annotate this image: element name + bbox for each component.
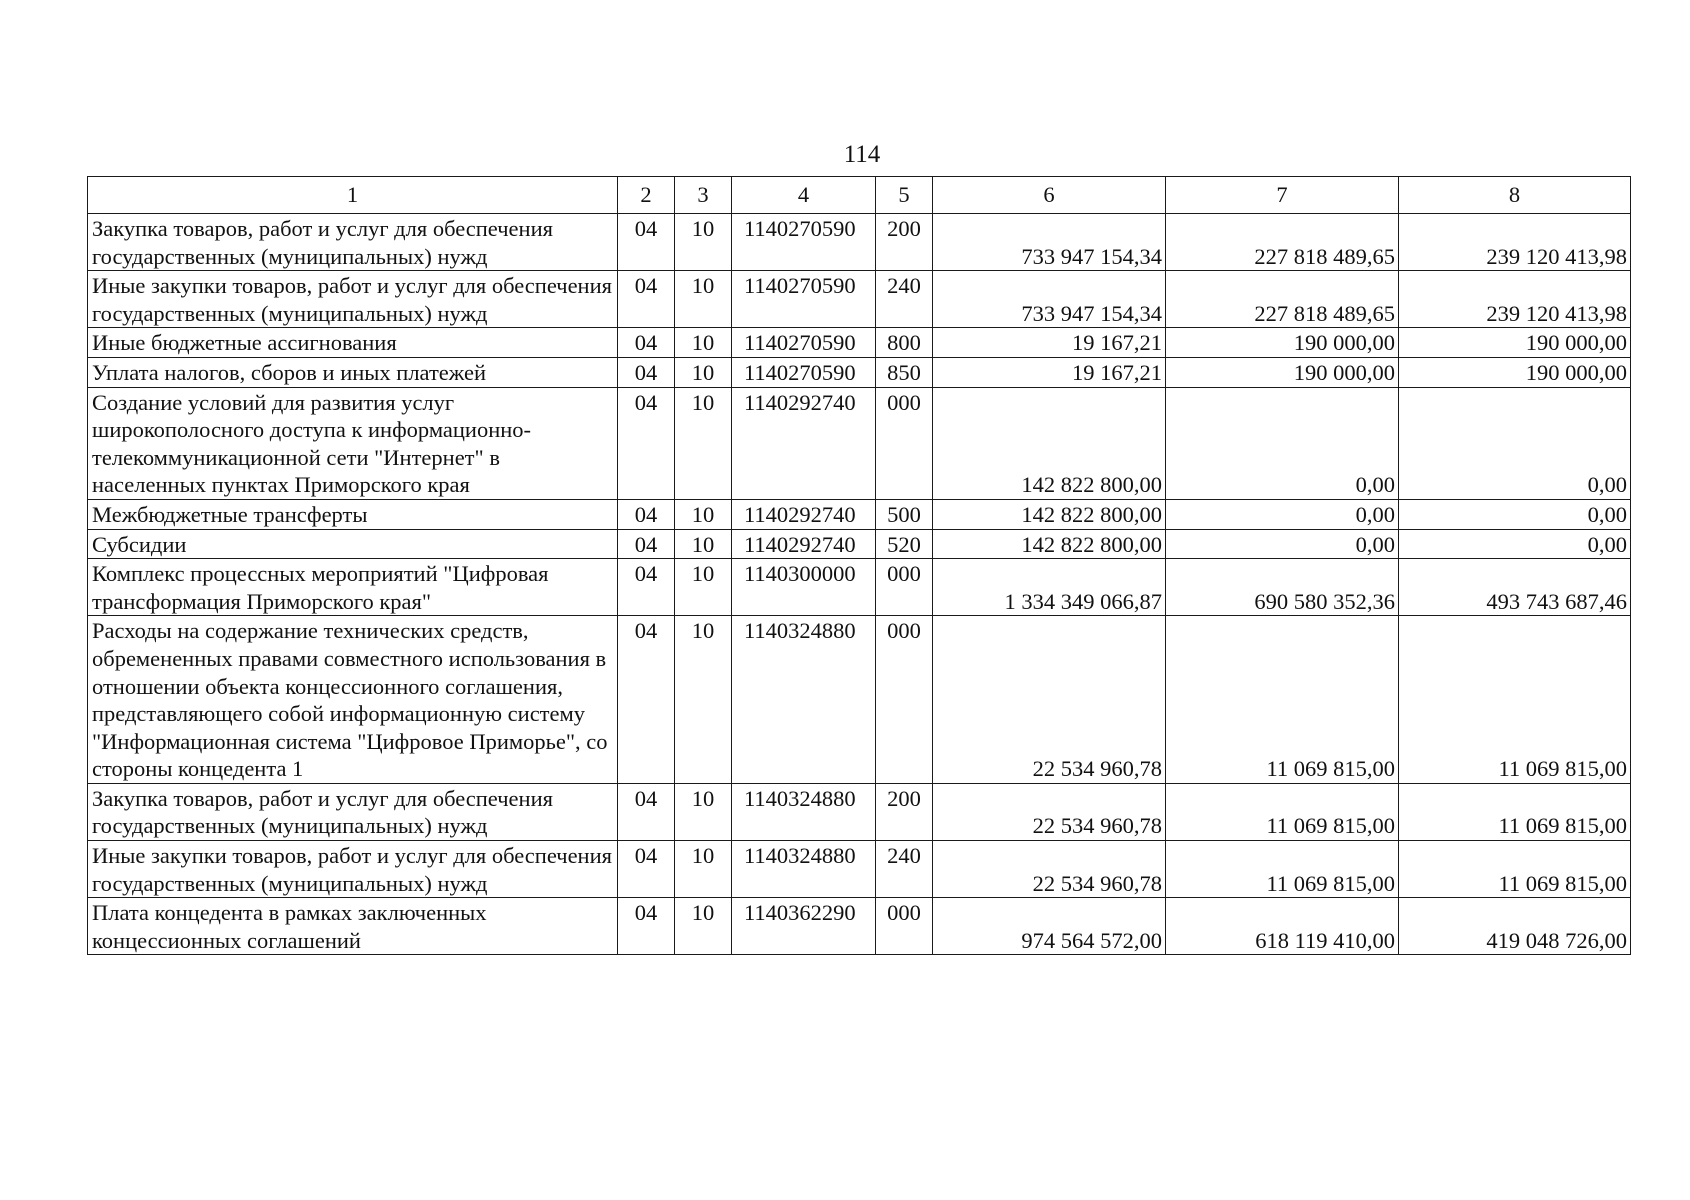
- target-article-code-cell: 1140324880: [732, 841, 876, 898]
- subsection-code-cell: 10: [675, 328, 732, 358]
- amount-col8-cell: 11 069 815,00: [1399, 841, 1631, 898]
- target-article-code-cell: 1140270590: [732, 214, 876, 271]
- amount-col6-cell: 142 822 800,00: [933, 529, 1166, 559]
- amount-col7-cell: 227 818 489,65: [1166, 214, 1399, 271]
- subsection-code-cell: 10: [675, 529, 732, 559]
- amount-col8-cell: 419 048 726,00: [1399, 898, 1631, 955]
- table-row: [88, 559, 1631, 616]
- expense-type-code-cell: 000: [876, 387, 933, 499]
- row-name-cell: Иные бюджетные ассигнования: [88, 328, 618, 358]
- row-name-cell: Закупка товаров, работ и услуг для обеспечения государственных (муниципальных) нужд: [88, 783, 618, 840]
- expense-type-code-cell: 240: [876, 271, 933, 328]
- table-row: [88, 529, 1631, 559]
- section-code-cell: 04: [618, 529, 675, 559]
- header-cell: 2: [618, 177, 675, 214]
- target-article-code-cell: 1140292740: [732, 387, 876, 499]
- subsection-code-cell: 10: [675, 271, 732, 328]
- subsection-code-cell: 10: [675, 559, 732, 616]
- expense-type-code-cell: 240: [876, 841, 933, 898]
- amount-col8-cell: 493 743 687,46: [1399, 559, 1631, 616]
- table-row: [88, 271, 1631, 328]
- row-name-cell: Иные закупки товаров, работ и услуг для обеспечения государственных (муниципальных) нужд: [88, 271, 618, 328]
- amount-col8-cell: 0,00: [1399, 387, 1631, 499]
- amount-col7-cell: 11 069 815,00: [1166, 841, 1399, 898]
- amount-col6-cell: 22 534 960,78: [933, 783, 1166, 840]
- amount-col8-cell: 190 000,00: [1399, 328, 1631, 358]
- amount-col7-cell: 190 000,00: [1166, 328, 1399, 358]
- amount-col6-cell: 19 167,21: [933, 357, 1166, 387]
- amount-col7-cell: 0,00: [1166, 499, 1399, 529]
- target-article-code-cell: 1140362290: [732, 898, 876, 955]
- amount-col7-cell: 618 119 410,00: [1166, 898, 1399, 955]
- expense-type-code-cell: 200: [876, 214, 933, 271]
- section-code-cell: 04: [618, 783, 675, 840]
- table-row: [88, 841, 1631, 898]
- header-cell: 6: [933, 177, 1166, 214]
- target-article-code-cell: 1140292740: [732, 499, 876, 529]
- subsection-code-cell: 10: [675, 616, 732, 784]
- row-name-cell: Плата концедента в рамках заключенных концессионных соглашений: [88, 898, 618, 955]
- header-cell: 1: [88, 177, 618, 214]
- amount-col7-cell: 690 580 352,36: [1166, 559, 1399, 616]
- page-number: 114: [843, 141, 881, 168]
- amount-col7-cell: 0,00: [1166, 387, 1399, 499]
- amount-col7-cell: 0,00: [1166, 529, 1399, 559]
- expense-type-code-cell: 800: [876, 328, 933, 358]
- target-article-code-cell: 1140270590: [732, 357, 876, 387]
- amount-col7-cell: 11 069 815,00: [1166, 783, 1399, 840]
- section-code-cell: 04: [618, 387, 675, 499]
- table-row: [88, 328, 1631, 358]
- table-row: [88, 214, 1631, 271]
- amount-col8-cell: 239 120 413,98: [1399, 271, 1631, 328]
- target-article-code-cell: 1140270590: [732, 328, 876, 358]
- table-row: [88, 898, 1631, 955]
- amount-col7-cell: 11 069 815,00: [1166, 616, 1399, 784]
- subsection-code-cell: 10: [675, 898, 732, 955]
- section-code-cell: 04: [618, 328, 675, 358]
- expense-type-code-cell: 500: [876, 499, 933, 529]
- section-code-cell: 04: [618, 357, 675, 387]
- amount-col7-cell: 190 000,00: [1166, 357, 1399, 387]
- amount-col6-cell: 142 822 800,00: [933, 387, 1166, 499]
- header-cell: 5: [876, 177, 933, 214]
- expense-type-code-cell: 000: [876, 559, 933, 616]
- row-name-cell: Иные закупки товаров, работ и услуг для обеспечения государственных (муниципальных) нужд: [88, 841, 618, 898]
- expense-type-code-cell: 000: [876, 898, 933, 955]
- table-row: [88, 499, 1631, 529]
- amount-col6-cell: 1 334 349 066,87: [933, 559, 1166, 616]
- section-code-cell: 04: [618, 616, 675, 784]
- amount-col6-cell: 733 947 154,34: [933, 214, 1166, 271]
- budget-table: [87, 176, 1631, 955]
- section-code-cell: 04: [618, 841, 675, 898]
- row-name-cell: Комплекс процессных мероприятий "Цифровая трансформация Приморского края": [88, 559, 618, 616]
- subsection-code-cell: 10: [675, 214, 732, 271]
- amount-col8-cell: 239 120 413,98: [1399, 214, 1631, 271]
- amount-col8-cell: 11 069 815,00: [1399, 616, 1631, 784]
- header-cell: 3: [675, 177, 732, 214]
- subsection-code-cell: 10: [675, 499, 732, 529]
- amount-col6-cell: 974 564 572,00: [933, 898, 1166, 955]
- row-name-cell: Закупка товаров, работ и услуг для обеспечения государственных (муниципальных) нужд: [88, 214, 618, 271]
- expense-type-code-cell: 520: [876, 529, 933, 559]
- amount-col7-cell: 227 818 489,65: [1166, 271, 1399, 328]
- header-cell: 7: [1166, 177, 1399, 214]
- amount-col6-cell: 142 822 800,00: [933, 499, 1166, 529]
- subsection-code-cell: 10: [675, 357, 732, 387]
- subsection-code-cell: 10: [675, 841, 732, 898]
- row-name-cell: Субсидии: [88, 529, 618, 559]
- section-code-cell: 04: [618, 898, 675, 955]
- target-article-code-cell: 1140324880: [732, 616, 876, 784]
- target-article-code-cell: 1140324880: [732, 783, 876, 840]
- header-cell: 4: [732, 177, 876, 214]
- amount-col8-cell: 11 069 815,00: [1399, 783, 1631, 840]
- row-name-cell: Расходы на содержание технических средств, обремененных правами совместного использования в отношении объекта концессионного соглашения, представляющего собой информационную систему "Информационная система "Цифровое Приморье", со стороны концедента 1: [88, 616, 618, 784]
- table-row: [88, 783, 1631, 840]
- header-cell: 8: [1399, 177, 1631, 214]
- table-body: [88, 177, 1631, 955]
- header-row: [88, 177, 1631, 214]
- section-code-cell: 04: [618, 271, 675, 328]
- amount-col6-cell: 733 947 154,34: [933, 271, 1166, 328]
- section-code-cell: 04: [618, 499, 675, 529]
- row-name-cell: Межбюджетные трансферты: [88, 499, 618, 529]
- expense-type-code-cell: 000: [876, 616, 933, 784]
- table-row: [88, 387, 1631, 499]
- amount-col8-cell: 0,00: [1399, 499, 1631, 529]
- target-article-code-cell: 1140292740: [732, 529, 876, 559]
- row-name-cell: Уплата налогов, сборов и иных платежей: [88, 357, 618, 387]
- amount-col6-cell: 19 167,21: [933, 328, 1166, 358]
- amount-col6-cell: 22 534 960,78: [933, 616, 1166, 784]
- subsection-code-cell: 10: [675, 387, 732, 499]
- target-article-code-cell: 1140270590: [732, 271, 876, 328]
- amount-col8-cell: 190 000,00: [1399, 357, 1631, 387]
- table-row: [88, 616, 1631, 784]
- row-name-cell: Создание условий для развития услуг широкополосного доступа к информационно-телекоммуникационной сети "Интернет" в населенных пунктах Приморского края: [88, 387, 618, 499]
- table-row: [88, 357, 1631, 387]
- amount-col8-cell: 0,00: [1399, 529, 1631, 559]
- section-code-cell: 04: [618, 214, 675, 271]
- subsection-code-cell: 10: [675, 783, 732, 840]
- amount-col6-cell: 22 534 960,78: [933, 841, 1166, 898]
- expense-type-code-cell: 200: [876, 783, 933, 840]
- section-code-cell: 04: [618, 559, 675, 616]
- target-article-code-cell: 1140300000: [732, 559, 876, 616]
- expense-type-code-cell: 850: [876, 357, 933, 387]
